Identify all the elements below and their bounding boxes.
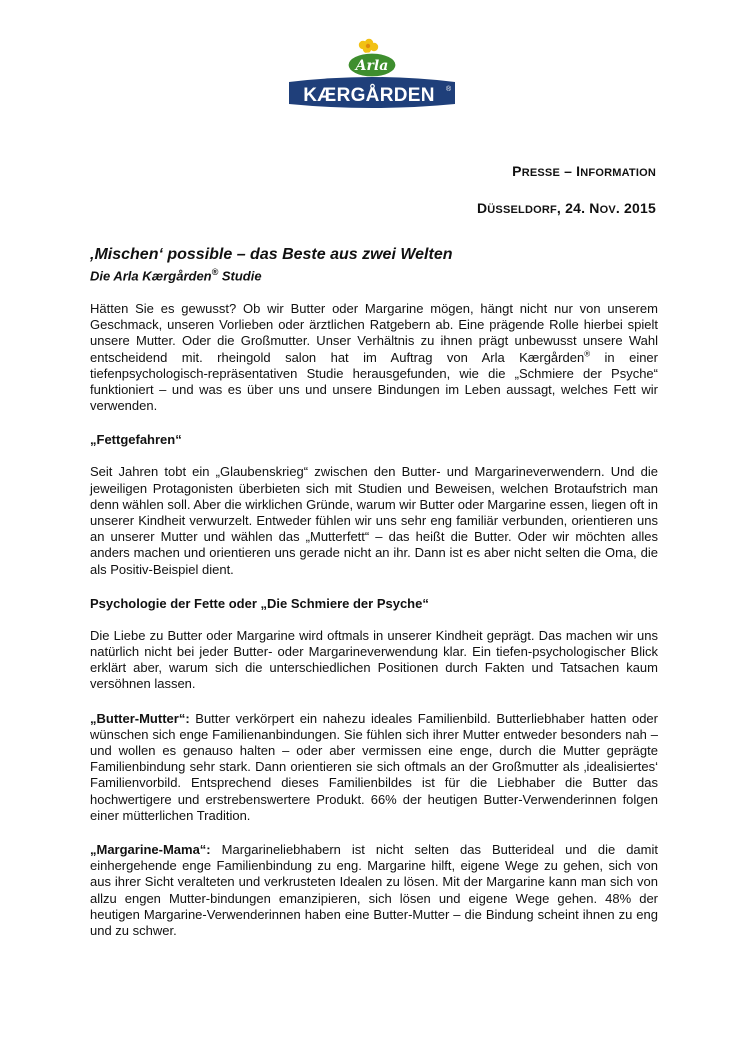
butter-mutter-paragraph: „Butter-Mutter“: Butter verkörpert ein nahezu ideales Familienbild. Butterliebhaber hatten oder wünschen sich enge Familienanbindungen. Sie fühlen sich ihrer Mutter entweder besonders nah – und wollen es genauso halten – oder aber vermissen eine enge, durch die Mutter geprägte Familienbindung sehr stark. Dann orientieren sie sich oftmals an der Großmutter als ‚idealisiertes‘ Familienvorbild. Entsprechend dieses Familienbildes ist für die Liebhaber die Butter das hochwertigere und erstrebenswertere Produkt. 66% der heutigen Butter-Verwenderinnen folgen einer mütterlichen Tradition. [90, 710, 658, 823]
logo-graphic [287, 38, 457, 110]
registered-mark: ® [446, 86, 452, 93]
section-psychologie-paragraph: Die Liebe zu Butter oder Margarine wird oftmals in unserer Kindheit geprägt. Das machen wir uns natürlich nicht bei jeder Butter- oder Margarineverwendung klar. Ein tiefen-psychologischer Blick erklärt aber, warum sich die unterschiedlichen Positionen durch Fakten und Tatsachen kaum versöhnen lassen. [90, 627, 658, 692]
section-heading-psychologie: Psychologie der Fette oder „Die Schmiere der Psyche“ [90, 595, 429, 611]
intro-paragraph: Hätten Sie es gewusst? Ob wir Butter oder Margarine mögen, hängt nicht nur von unserem Geschmack, unseren Vorlieben oder ärztlichen Ratgebern ab. Eine prägende Rolle hierbei spielt unsere Mutter. Oder die Großmutter. Unser Verhältnis zu ihnen prägt unbewusst unsere Wahl entscheidend mit. rheingold salon hat im Auftrag von Arla Kærgården® in einer tiefenpsychologisch-repräsentativen Studie herausgefunden, wie die „Schmiere der Psyche“ funktioniert – und was es über uns und unsere Bindungen im Leben aussagt, welches Fett wir verwenden. [90, 301, 658, 414]
flower-icon [359, 39, 378, 53]
kaergarden-wordmark: KÆRGÅRDEN [303, 85, 435, 106]
subheadline: Die Arla Kærgården® Studie [90, 267, 262, 284]
section-fettgefahren-paragraph: Seit Jahren tobt ein „Glaubenskrieg“ zwischen den Butter- und Margarineverwendern. Und die jeweiligen Protagonisten überbieten sich mit Studien und Beweisen, welchen Brotaufstrich man denn wählen soll. Aber die wirklichen Gründe, warum wir Butter oder Margarine essen, liegen oft in unserer Kindheit verwurzelt. Entweder fühlen wir uns sehr eng familiär verbunden, orientieren uns an unserer Mutter und wählen das „Mutterfett“ – das heißt die Butter. Oder wir möchten alles anders machen und orientieren uns gerade nicht an ihr. Dann ist es aber nicht selten die Oma, die als Positiv-Beispiel dient. [90, 464, 658, 577]
headline: ‚Mischen‘ possible – das Beste aus zwei Welten [90, 246, 453, 263]
dateline: DÜSSELDORF, 24. NOV. 2015 [476, 200, 656, 216]
section-heading-fettgefahren: „Fettgefahren“ [90, 432, 182, 448]
article-body [90, 301, 658, 957]
arla-wordmark: Arla [355, 58, 389, 74]
arla-kaergarden-logo [287, 38, 457, 110]
margarine-mama-term: „Margarine-Mama“: [90, 842, 211, 858]
butter-mutter-term: „Butter-Mutter“: [90, 710, 190, 726]
presse-information-label: PRESSE – INFORMATION [512, 163, 656, 179]
headline-block [90, 245, 660, 284]
margarine-mama-paragraph: „Margarine-Mama“: Margarineliebhabern ist nicht selten das Butterideal und die damit einhergehende enge Familienbindung zu eng. Margarine hilft, eigene Wege zu gehen, sich von aus ihrer Sicht veralteten und verkrusteten Idealen zu lösen. Mit der Margarine kann man sich von allzu engen Mutter-bindungen emanzipieren, sich lösen und eigene Wege gehen. 48% der heutigen Margarine-Verwenderinnen haben eine Butter-Mutter – die Bindung scheint ihnen zu eng und zu schwer. [90, 842, 658, 939]
